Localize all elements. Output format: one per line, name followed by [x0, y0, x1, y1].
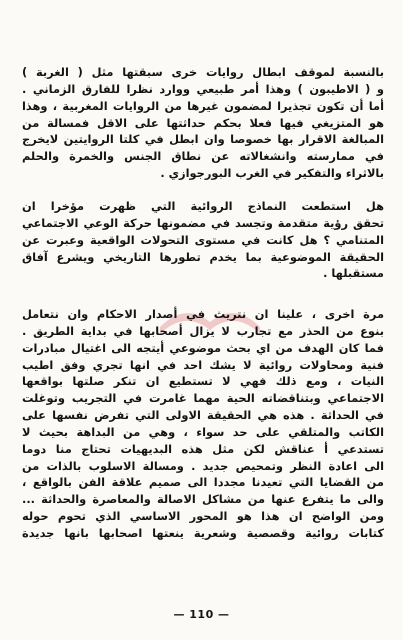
text-line: فما كان الهدف من اي بحث موضوعي أيتجه الى اغتيال مبادرات: [22, 340, 384, 355]
text-line: و ( الاطيبون ) وهذا أمر طبيعي ووارد نظرا للفارق الزماني .: [22, 81, 384, 96]
text-line: بالاثراء والتفكير في الغرب البورجوازي .: [160, 166, 384, 181]
text-line: تستدعي أ عناقش لكن مثل هذه البديهيات تحتاج منا دوما: [22, 441, 384, 456]
paragraph-2: [22, 198, 384, 282]
page-number: — 110 —: [173, 608, 230, 621]
text-line: الاجتماعي وبتناقضاته الحية مهما غامرت في التجريب وتوغلت: [22, 391, 384, 406]
paragraph-1: [22, 64, 384, 182]
text-line: مرة اخرى ، علينا ان نتريث في أصدار الاحكام وان نتعامل: [22, 307, 384, 321]
paragraph-3: [22, 306, 384, 542]
text-line: من القضايا التي تعيدنا مجددا الى صميم علاقة الفن بالواقع ،: [22, 475, 384, 490]
text-line: النيات ، ومع ذلك فهي لا تستطيع ان تنكر صلتها بواقعها: [22, 374, 384, 389]
text-line: المبالغة الاقرار بها خصوصا وان ابطل في كلتا الروايتين لايخرج: [22, 132, 384, 147]
text-line: بنوع من الحذر مع تجارب لا يزال أصحابها في بداية الطريق .: [22, 323, 384, 338]
text-line: هل استطعت النماذج الروائية التي ظهرت مؤخرا ان: [22, 199, 384, 213]
text-line: في الحداثة . هذه هي الحقيقة الاولى التي تفرض نفسها على: [22, 408, 384, 423]
text-line: فنية ومحاولات روائية لا يشك احد في انها تجري وفق اطيب: [22, 357, 384, 372]
text-line: في ممارسته وانشغالاته عن نطاق الجنس والخمرة والحلم: [22, 149, 384, 164]
text-line: أما أن تكون تجذيرا لمضمون غيرها من الروايات المغربية ، وهذا: [22, 98, 384, 113]
text-line: والى ما يتفرع عنها من مشاكل الاصالة والمعاصرة والحداثة ...: [22, 492, 384, 507]
text-line: كتابات روائية وقصصية وشعرية ينعتها اصحابها بانها جديدة: [22, 525, 384, 540]
text-line: بالنسبة لموقف ابطال روايات خرى سبقتها مثل ( الغربة ): [22, 65, 384, 79]
text-line: الى اعادة النظر وتمحيص جديد . ومسالة الاسلوب بالذات من: [22, 458, 384, 473]
text-line: الكاتب والمتلقي على حد سواء ، وهي من البداهة بحيث لا: [22, 424, 384, 439]
text-line: تحقق رؤية متقدمة وتجسد في مضمونها حركة الوعي الاجتماعي: [22, 215, 384, 230]
text-line: ومن الواضح ان هذا هو المحور الاساسي الذي تحوم حوله: [22, 509, 384, 524]
text-line: هو المتزيغي فيها فعلا بحكم حداثتها على الاقل فمسالة من: [22, 115, 384, 130]
text-line: المتنامي ؟ هل كانت في مستوى التحولات الواقعية وعبرت عن: [22, 232, 384, 247]
text-line: مستقبلها .: [323, 266, 384, 281]
text-line: الحقيقة الموضوعية بما يخدم تطورها التاريخي ويشرع آفاق: [22, 249, 384, 264]
